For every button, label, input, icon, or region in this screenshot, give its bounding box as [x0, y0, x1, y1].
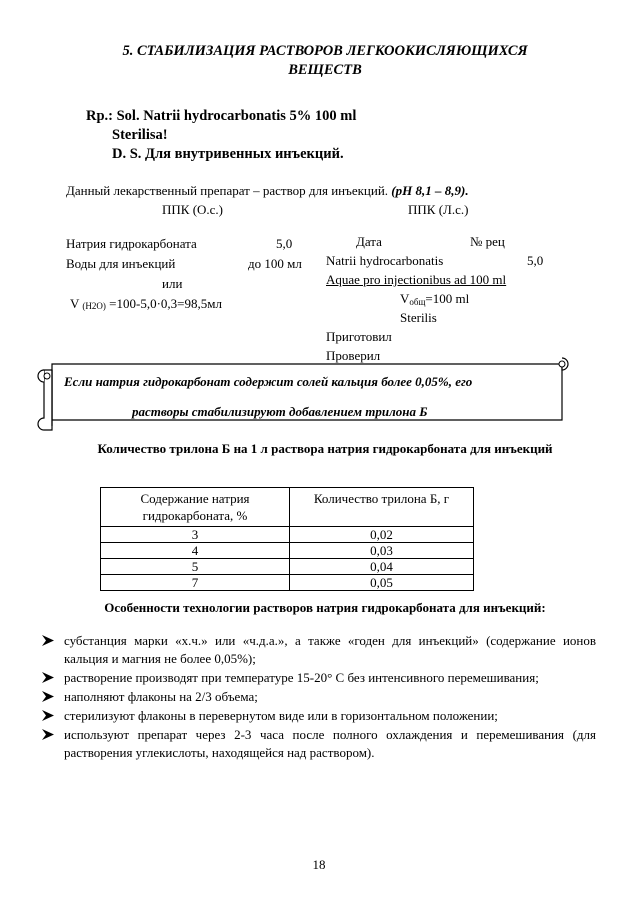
recipe-block [86, 107, 356, 164]
scroll-text [64, 373, 564, 421]
list-item: используют препарат через 2-3 часа после полного охлаждения и перемешивания (для растворения углекислоты, находящейся над раствором). [42, 726, 596, 762]
scroll-line2: растворы стабилизируют добавлением трилона Б [132, 404, 428, 419]
section-title-line2: ВЕЩЕСТВ [288, 62, 362, 78]
table-row [101, 575, 474, 591]
os-formula: V (H2O) =100-5,0·0,3=98,5мл [70, 296, 222, 311]
features-list [42, 632, 596, 763]
features-caption: Особенности технологии растворов натрия гидрокарбоната для инъекций: [104, 600, 546, 615]
list-item: стерилизуют флаконы в перевернутом виде или в горизонтальном положении; [42, 707, 596, 725]
section-title-line1: 5. СТАБИЛИЗАЦИЯ РАСТВОРОВ ЛЕГКООКИСЛЯЮЩИХСЯ [122, 43, 528, 59]
ppk-ls-label: ППК (Л.с.) [408, 202, 469, 217]
table-cell: 0,03 [290, 543, 474, 559]
recipe-line3: D. S. Для внутривенных инъекций. [112, 146, 344, 162]
os-row1-value: 5,0 [276, 236, 293, 251]
table-cell: 4 [101, 543, 290, 559]
table-cell: 0,02 [290, 527, 474, 543]
intro-ph: (рН 8,1 – 8,9). [391, 183, 469, 198]
recipe-line1: Rp.: Sol. Natrii hydrocarbonatis 5% 100 ml [86, 108, 357, 124]
ppk-os-label: ППК (О.с.) [162, 202, 224, 217]
ls-date-label: Дата [356, 234, 382, 249]
intro-sentence: Данный лекарственный препарат – раствор для инъекций. [66, 183, 389, 198]
arrow-bullet-icon [42, 729, 54, 740]
table-cell: 7 [101, 575, 290, 591]
table-header-cell: Содержание натрия гидрокарбоната, % [101, 488, 290, 527]
ls-row1-name: Natrii hydrocarbonatis [326, 253, 444, 268]
table-cell: 3 [101, 527, 290, 543]
table-row [101, 543, 474, 559]
ppk-os-block [66, 234, 316, 314]
table-cell: 0,04 [290, 559, 474, 575]
table-header-cell: Количество трилона Б, г [290, 488, 474, 527]
arrow-bullet-icon [42, 710, 54, 721]
list-item: растворение производят при температуре 15-20° С без интенсивного перемешивания; [42, 669, 596, 687]
ls-row2: Aquae pro injectionibus ad 100 ml [326, 272, 507, 287]
arrow-bullet-icon [42, 635, 54, 646]
table-caption: Количество трилона Б на 1 л раствора натрия гидрокарбоната для инъекций [97, 441, 553, 456]
os-row1-name: Натрия гидрокарбоната [66, 236, 197, 251]
ls-row1-value: 5,0 [527, 253, 544, 268]
list-item: наполняют флаконы на 2/3 объема; [42, 688, 596, 706]
table-cell: 0,05 [290, 575, 474, 591]
arrow-bullet-icon [42, 672, 54, 683]
page-number: 18 [312, 857, 326, 872]
intro-text [66, 183, 469, 199]
os-or: или [162, 276, 183, 291]
ls-vobsh: Vобщ=100 ml [400, 291, 470, 307]
ls-checked: Проверил [326, 348, 381, 363]
recipe-line2: Sterilisa! [112, 127, 168, 143]
section-title [60, 42, 590, 80]
table-cell: 5 [101, 559, 290, 575]
os-row2-name: Воды для инъекций [66, 256, 176, 271]
ls-rec-label: № рец [470, 234, 505, 249]
ls-sterilis: Sterilis [400, 310, 437, 325]
arrow-bullet-icon [42, 691, 54, 702]
ppk-ls-block [326, 232, 546, 365]
scroll-line1: Если натрия гидрокарбонат содержит солей кальция более 0,05%, его [64, 374, 473, 389]
table-row [101, 527, 474, 543]
list-item: субстанция марки «х.ч.» или «ч.д.а.», а также «годен для инъекций» (содержание ионов кальция и магния не более 0,05%); [42, 632, 596, 668]
trilon-table [100, 487, 474, 591]
table-row [101, 559, 474, 575]
table-header-row [101, 488, 474, 527]
os-row2-value: до 100 мл [248, 256, 302, 271]
ls-prepared: Приготовил [326, 329, 392, 344]
